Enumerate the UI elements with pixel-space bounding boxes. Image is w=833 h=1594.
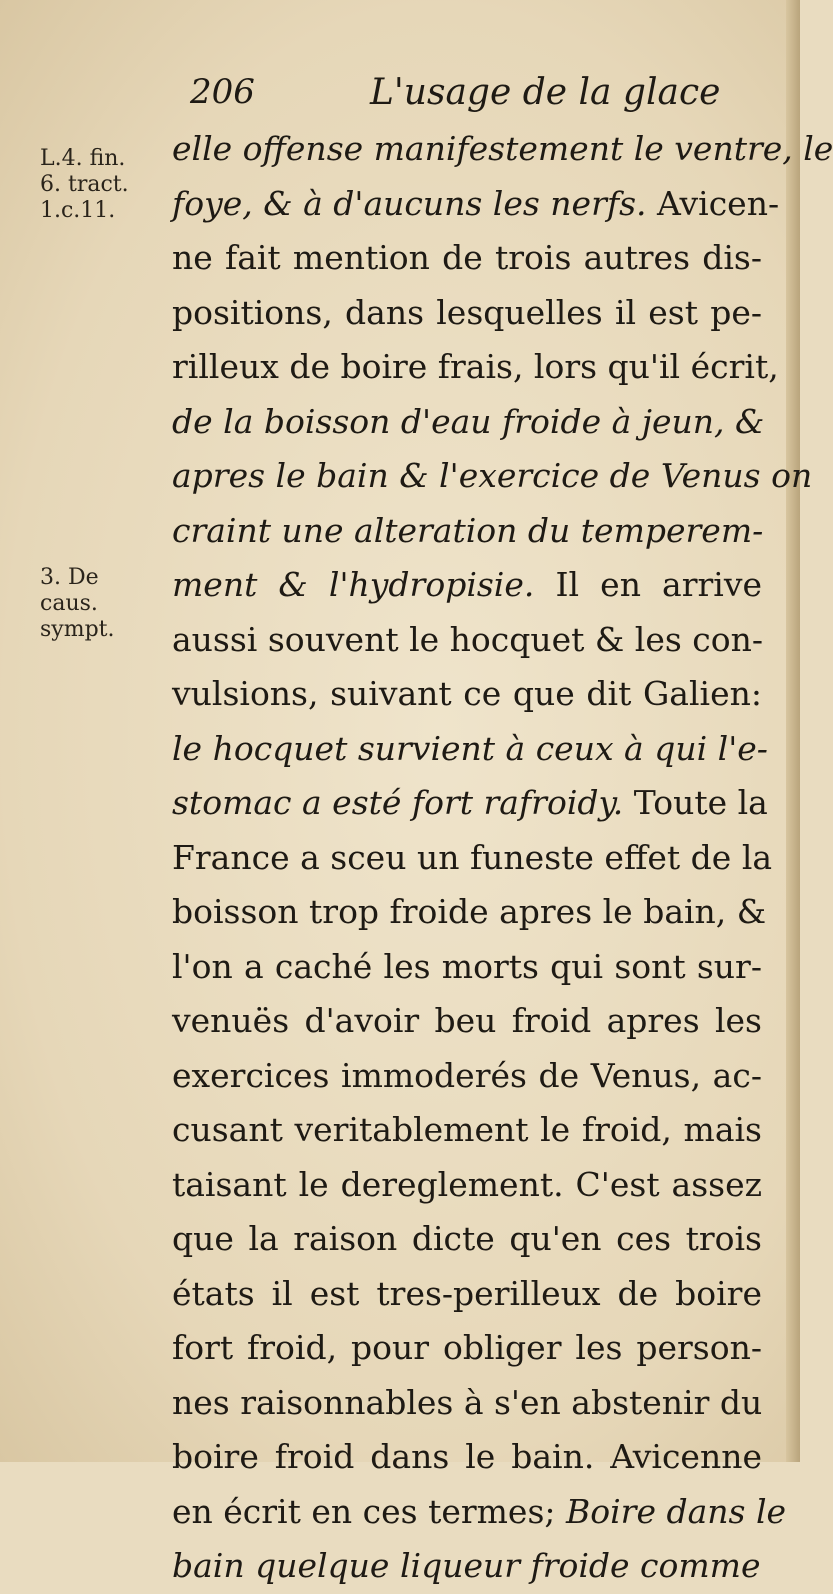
italic-segment: stomac a esté fort rafroidy. — [172, 783, 624, 822]
roman-segment: boire froid dans le bain. Avicenne — [172, 1437, 762, 1476]
roman-segment: rilleux de boire frais, lors qu'il écrit, — [172, 347, 779, 386]
text-line — [172, 1212, 762, 1267]
text-line — [172, 286, 762, 341]
italic-segment: Boire dans le — [555, 1491, 787, 1531]
text-line — [172, 504, 762, 559]
italic-segment: apres le bain & l'exercice de Venus on — [172, 456, 813, 495]
roman-segment: l'on a caché les morts qui sont sur- — [172, 946, 762, 986]
roman-segment: aussi souvent le hocquet & les con- — [172, 619, 764, 659]
roman-segment: Avicen- — [646, 183, 780, 223]
roman-segment: états il est tres-perilleux de boire — [172, 1273, 762, 1313]
margin-note-line: 6. tract. — [40, 172, 129, 197]
margin-note-reference-1 — [40, 146, 170, 224]
text-line — [172, 1267, 762, 1322]
italic-segment: de la boisson d'eau froide à jeun, & — [172, 401, 765, 441]
roman-segment: que la raison dicte qu'en ces trois — [172, 1219, 762, 1258]
roman-segment: fort froid, pour obliger les person- — [172, 1328, 762, 1367]
roman-segment: exercices immoderés de Venus, ac- — [172, 1055, 762, 1095]
roman-segment: ne fait mention de trois autres dis- — [172, 238, 762, 277]
text-line — [172, 613, 762, 668]
margin-note-line: caus. — [40, 591, 98, 616]
page-edge — [786, 0, 800, 1462]
text-line — [172, 1485, 787, 1540]
margin-note-line: L.4. fin. — [40, 146, 126, 171]
text-line — [172, 667, 762, 722]
roman-segment: nes raisonnables à s'en abstenir du — [172, 1382, 763, 1422]
text-line — [172, 940, 762, 995]
text-line — [172, 1539, 762, 1594]
text-line — [172, 231, 762, 286]
roman-segment: boisson trop froide apres le bain, & — [172, 892, 767, 931]
body-text — [172, 122, 833, 1594]
italic-segment: le hocquet survient à ceux à qui l'e- — [172, 728, 768, 768]
italic-segment: bain quelque liqueur froide comme — [172, 1546, 761, 1585]
text-line — [172, 1103, 762, 1158]
italic-segment: foye, & à d'aucuns les nerfs. — [172, 183, 647, 223]
text-line — [172, 994, 762, 1049]
text-line — [172, 1376, 762, 1431]
text-line — [172, 1158, 762, 1213]
text-line — [172, 722, 768, 777]
roman-segment: taisant le dereglement. C'est assez — [172, 1164, 762, 1204]
text-line — [172, 395, 765, 450]
text-line — [172, 340, 779, 395]
text-line — [172, 1049, 762, 1104]
text-line — [172, 831, 773, 886]
text-line — [172, 885, 767, 940]
margin-note-line: 1.c.11. — [40, 198, 116, 223]
text-line — [172, 776, 768, 831]
margin-note-reference-2 — [40, 565, 170, 643]
roman-segment: France a sceu un funeste effet de la — [172, 837, 773, 877]
running-head: L'usage de la glace — [370, 72, 721, 113]
page-number: 206 — [190, 72, 255, 112]
text-line — [172, 1430, 762, 1485]
italic-segment: elle offense manifestement le ventre, le — [172, 129, 833, 168]
text-line — [172, 1321, 762, 1376]
italic-segment: ment & l'hydropisie. — [172, 565, 535, 604]
text-line — [172, 558, 762, 613]
roman-segment: venuës d'avoir beu froid apres les — [172, 1001, 762, 1040]
margin-note-line: sympt. — [40, 617, 115, 642]
roman-segment: Toute la — [623, 783, 768, 822]
roman-segment: Il en arrive — [534, 565, 763, 604]
roman-segment: cusant veritablement le froid, mais — [172, 1110, 762, 1149]
roman-segment: positions, dans lesquelles il est pe- — [172, 292, 762, 332]
page-header — [190, 72, 770, 122]
roman-segment: en écrit en ces termes; — [172, 1491, 556, 1531]
text-line — [172, 177, 780, 232]
margin-note-line: 3. De — [40, 565, 99, 590]
text-line — [172, 122, 833, 177]
roman-segment: vulsions, suivant ce que dit Galien: — [172, 674, 762, 713]
italic-segment: craint une alteration du temperem- — [172, 510, 764, 550]
text-line — [172, 449, 813, 504]
